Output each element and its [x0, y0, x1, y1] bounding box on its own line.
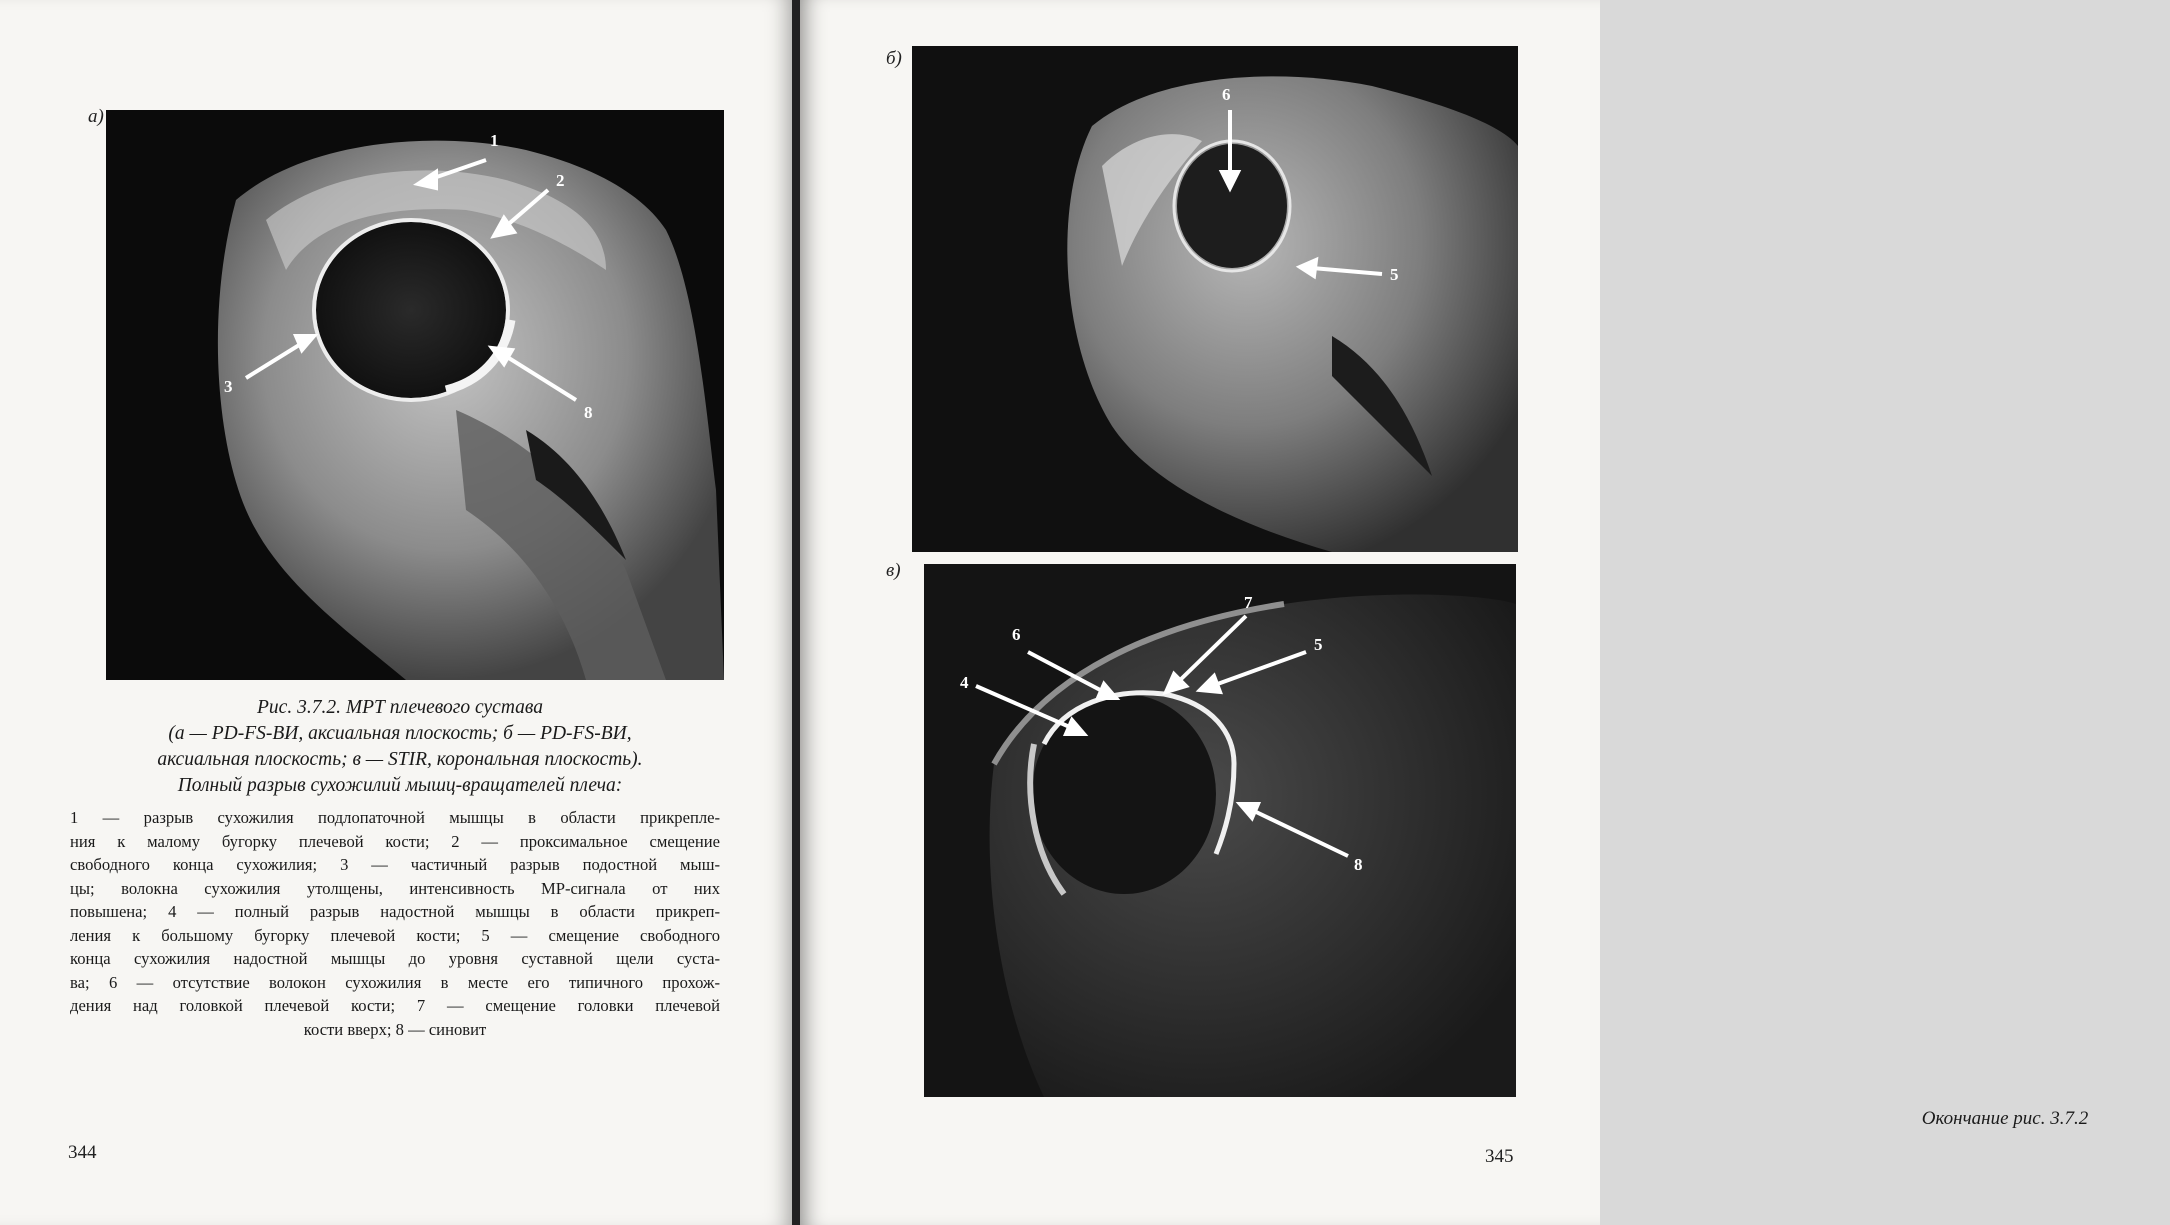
mri-image-c: [924, 564, 1516, 1097]
callout-c-7: 7: [1244, 593, 1253, 612]
mri-image-a: [106, 110, 724, 680]
panel-b-label: б): [886, 48, 902, 69]
left-page: [0, 0, 792, 1225]
callout-a-1: 1: [490, 131, 499, 150]
callout-c-4: 4: [960, 673, 969, 692]
callout-a-3: 3: [224, 377, 233, 396]
page-number-right: 345: [1485, 1146, 1514, 1167]
panel-a-label: а): [88, 106, 104, 127]
panel-c-label: в): [886, 560, 901, 581]
callout-c-8: 8: [1354, 855, 1363, 874]
book-gutter: [792, 0, 800, 1225]
callout-c-6: 6: [1012, 625, 1021, 644]
right-page: [800, 0, 2089, 1225]
figure-legend: 1 — разрыв сухожилия подлопаточной мышцы в области прикрепле- ния к малому бугорку плечевой кости; 2 — проксимальное смещение свободного конца сухожилия; 3 — частичный разрыв подостной мыш- цы; волокна сухожилия утолщены, интенсивность МР-сигнала от них повышена; 4 — полный разрыв надостной мышцы в области прикреп- ления к большому бугорку плечевой кости; 5 — смещение свободного конца сухожилия надостной мышцы до уровня суставной щели суста- ва; 6 — отсутствие волокон сухожилия в месте его типичного прохож- дения над головкой плечевой кости; 7 — смещение головки плечевой кости вверх; 8 — синовит: [70, 808, 720, 1039]
callout-a-8: 8: [584, 403, 593, 422]
callout-c-5: 5: [1314, 635, 1323, 654]
callout-a-2: 2: [556, 171, 565, 190]
page-number-left: 344: [68, 1142, 97, 1163]
callout-b-5: 5: [1390, 265, 1399, 284]
figure-caption-title: Рис. 3.7.2. МРТ плечевого сустава (а — PD-FS-ВИ, аксиальная плоскость; б — PD-FS-ВИ, аксиальная плоскость; в — STIR, корональная плоскость). Полный разрыв сухожилий мышц-вращателей плеча:: [157, 697, 643, 796]
figure-continuation-caption: Окончание рис. 3.7.2: [1921, 1108, 2089, 1129]
callout-b-6: 6: [1222, 85, 1231, 104]
mri-image-b: [912, 46, 1518, 552]
